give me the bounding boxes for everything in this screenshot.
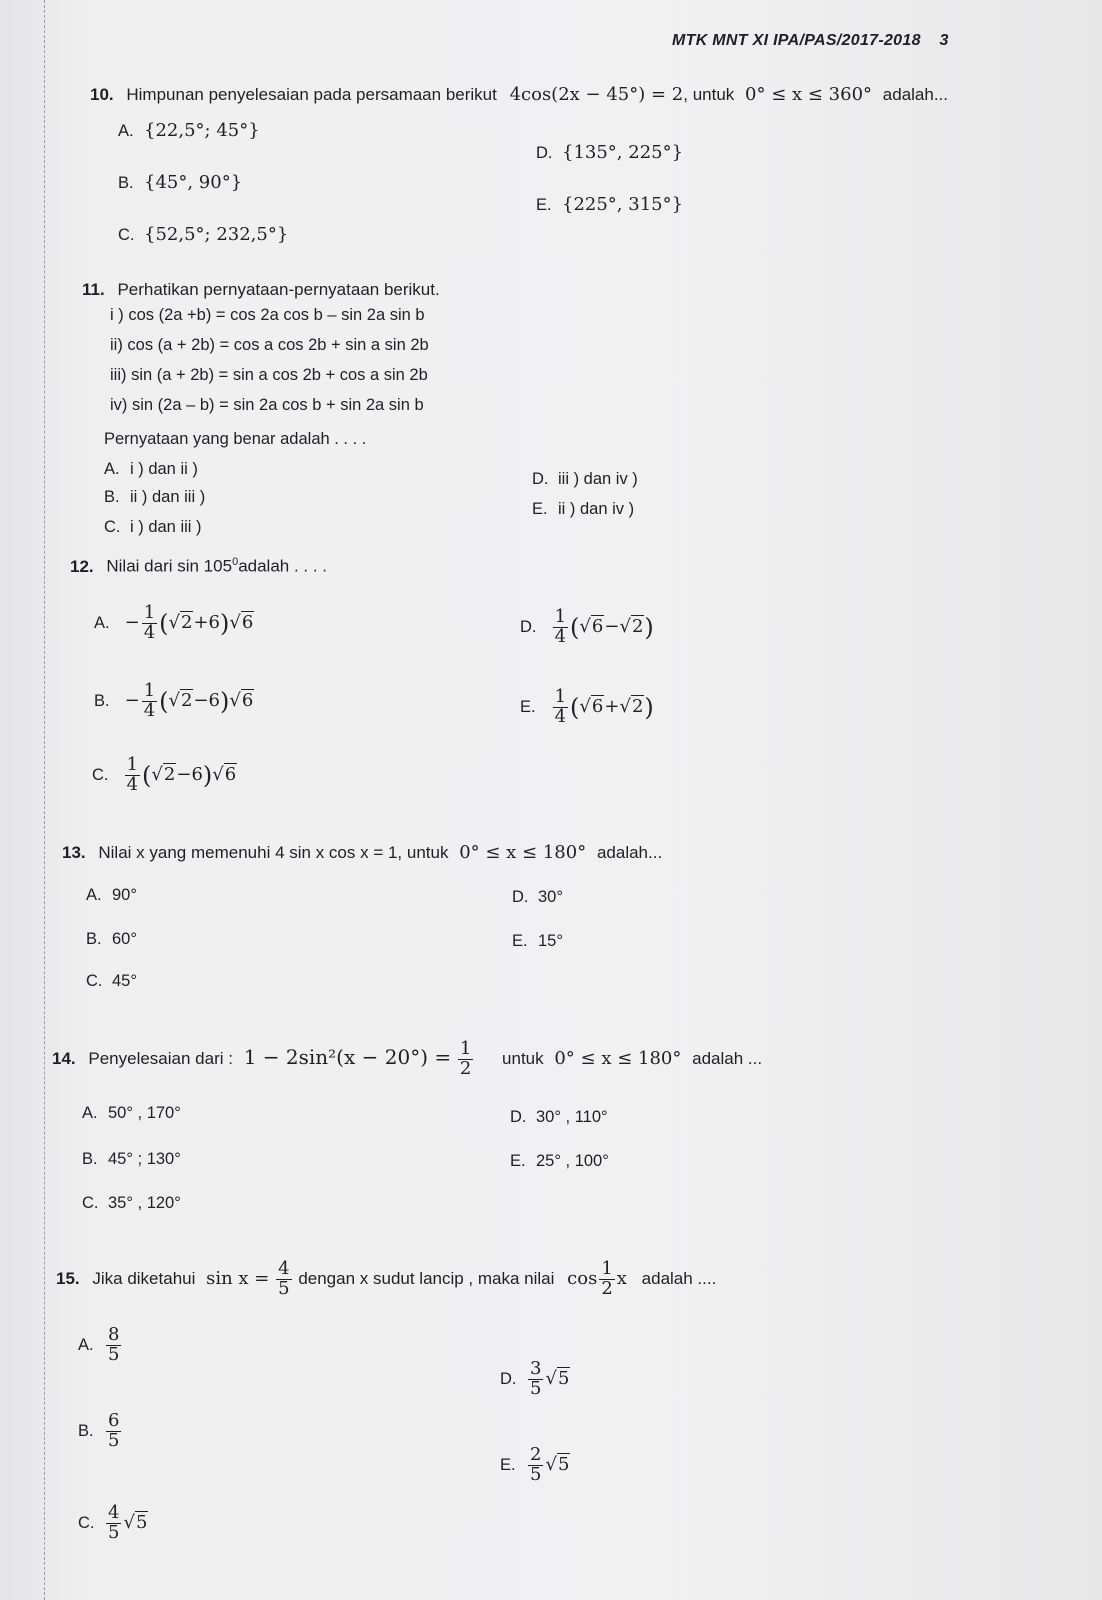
- equation: 1 − 2sin²(x − 20°) =: [243, 1044, 452, 1069]
- numerator: 8: [108, 1324, 120, 1345]
- open-paren: (: [142, 761, 152, 790]
- option-d[interactable]: [510, 1108, 608, 1127]
- option-a[interactable]: [94, 604, 254, 643]
- fraction: [528, 1360, 543, 1399]
- denominator: 5: [108, 1343, 120, 1365]
- header-title: MTK MNT XI IPA/PAS/2017-2018: [672, 32, 921, 49]
- condition: 0° ≤ x ≤ 360°: [745, 84, 873, 105]
- fraction: [528, 1446, 543, 1485]
- denominator: 4: [126, 773, 139, 795]
- radicand: 5: [557, 1367, 570, 1389]
- statement-2: ii) cos (a + 2b) = cos a cos 2b + sin a sin 2b: [110, 336, 429, 354]
- option-a[interactable]: [78, 1326, 123, 1365]
- denominator: 4: [554, 625, 567, 647]
- option-a[interactable]: [104, 460, 198, 479]
- numerator: 1: [143, 680, 156, 701]
- radicand: 2: [631, 615, 644, 637]
- option-d[interactable]: [532, 470, 638, 489]
- question-text: Nilai x yang memenuhi 4 sin x cos x = 1, untuk: [98, 843, 449, 862]
- option-value: ii ) dan iii ): [130, 488, 206, 506]
- option-label: A.: [78, 1335, 94, 1354]
- radicand: 6: [241, 689, 254, 711]
- option-value: {135°, 225°}: [562, 142, 684, 163]
- margin-line: [44, 0, 45, 1600]
- sqrt: √6: [579, 695, 604, 717]
- denominator: 5: [108, 1521, 120, 1543]
- sign: −: [124, 689, 140, 711]
- close-paren: ): [220, 687, 230, 716]
- numerator: 6: [108, 1410, 120, 1431]
- option-label: D.: [520, 617, 537, 636]
- question-prompt: Pernyataan yang benar adalah . . . .: [104, 430, 367, 448]
- radicand: 6: [591, 615, 604, 637]
- close-paren: ): [644, 693, 654, 722]
- denominator: 5: [278, 1277, 290, 1299]
- option-label: B.: [118, 174, 134, 192]
- sqrt: √5: [123, 1511, 148, 1533]
- radicand: 5: [557, 1453, 570, 1475]
- option-value: 50° , 170°: [108, 1104, 181, 1122]
- sqrt: √6: [229, 611, 254, 633]
- sqrt: √2: [619, 615, 644, 637]
- question-text: Jika diketahui: [92, 1268, 196, 1288]
- numerator: 1: [554, 606, 567, 627]
- radicand: 2: [181, 611, 193, 633]
- numerator: 2: [530, 1444, 542, 1465]
- numerator: 1: [143, 602, 156, 623]
- option-b[interactable]: [86, 930, 137, 949]
- numerator: 3: [530, 1358, 542, 1379]
- radicand: 2: [181, 689, 193, 711]
- sqrt: √2: [151, 763, 176, 785]
- close-paren: ): [644, 613, 654, 642]
- close-paren: ): [220, 609, 230, 638]
- option-label: D.: [536, 144, 553, 162]
- open-paren: (: [159, 687, 169, 716]
- cos-expression: cos: [567, 1267, 598, 1289]
- radicand: 2: [631, 695, 644, 717]
- numerator: 4: [278, 1258, 290, 1279]
- option-value: 45° ; 130°: [108, 1150, 181, 1168]
- fraction: [106, 1504, 121, 1543]
- option-c[interactable]: [78, 1504, 148, 1543]
- question-11: [82, 280, 440, 300]
- question-number: 13.: [62, 843, 86, 862]
- option-value: {45°, 90°}: [144, 172, 243, 193]
- option-a[interactable]: [82, 1104, 181, 1123]
- question-number: 15.: [56, 1268, 80, 1288]
- condition-prefix: , untuk: [683, 85, 735, 104]
- question-number: 14.: [52, 1048, 76, 1068]
- operator: −6: [193, 689, 220, 711]
- fraction: [599, 1260, 614, 1299]
- option-label: C.: [118, 226, 135, 244]
- option-a[interactable]: [118, 120, 260, 141]
- option-value: ii ) dan iv ): [558, 500, 635, 518]
- cos-variable: x: [616, 1267, 627, 1289]
- question-text: Penyelesaian dari :: [88, 1048, 233, 1068]
- fraction: [142, 604, 157, 643]
- option-d[interactable]: [500, 1360, 570, 1399]
- denominator: 4: [554, 705, 567, 727]
- denominator: 4: [143, 699, 156, 721]
- option-e[interactable]: [512, 932, 563, 951]
- page-header: [672, 32, 949, 50]
- option-label: C.: [78, 1513, 95, 1532]
- question-text-continued: dengan x sudut lancip , maka nilai: [298, 1268, 555, 1288]
- question-suffix: adalah...: [882, 85, 949, 104]
- fraction: [106, 1412, 121, 1451]
- condition: 0° ≤ x ≤ 180°: [554, 1047, 682, 1069]
- option-label: C.: [86, 972, 103, 990]
- degree-superscript: 0: [232, 556, 239, 568]
- option-e[interactable]: [510, 1152, 609, 1171]
- sqrt: √6: [579, 615, 604, 637]
- question-number: 11.: [82, 280, 105, 299]
- question-text: Perhatikan pernyataan-pernyataan berikut.: [117, 280, 440, 299]
- radicand: 6: [591, 695, 604, 717]
- option-label: A.: [86, 886, 102, 904]
- condition-prefix: untuk: [502, 1048, 544, 1068]
- fraction: [553, 608, 568, 647]
- question-suffix: adalah ....: [641, 1268, 717, 1288]
- option-value: iii ) dan iv ): [558, 470, 638, 488]
- option-a[interactable]: [86, 886, 137, 905]
- option-b[interactable]: [82, 1150, 181, 1169]
- option-d[interactable]: [536, 142, 683, 163]
- option-label: C.: [82, 1194, 99, 1212]
- statement-3: iii) sin (a + 2b) = sin a cos 2b + cos a sin 2b: [110, 366, 428, 384]
- option-label: A.: [118, 122, 134, 140]
- operator: +: [604, 695, 620, 717]
- option-c[interactable]: [118, 224, 288, 245]
- option-c[interactable]: [82, 1194, 181, 1213]
- statement-4: iv) sin (2a – b) = sin 2a cos b + sin 2a sin b: [110, 396, 424, 414]
- fraction: [142, 682, 157, 721]
- option-value: 15°: [538, 932, 563, 950]
- sqrt: √2: [168, 689, 193, 711]
- option-label: D.: [510, 1108, 527, 1126]
- option-label: A.: [82, 1104, 98, 1122]
- statement-1: i ) cos (2a +b) = cos 2a cos b – sin 2a sin b: [110, 306, 425, 324]
- option-label: B.: [86, 930, 102, 948]
- numerator: 1: [554, 686, 567, 707]
- open-paren: (: [159, 609, 169, 638]
- numerator: 1: [601, 1258, 613, 1279]
- option-label: C.: [104, 518, 121, 536]
- option-value: i ) dan ii ): [130, 460, 198, 478]
- option-b[interactable]: [78, 1412, 123, 1451]
- option-value: 30° , 110°: [536, 1108, 608, 1126]
- fraction: [276, 1260, 291, 1299]
- question-suffix: adalah ...: [692, 1048, 763, 1068]
- denominator: 2: [601, 1277, 613, 1299]
- question-14: [52, 1040, 762, 1079]
- option-value: {22,5°; 45°}: [144, 120, 260, 141]
- option-value: 90°: [112, 886, 137, 904]
- question-number: 12.: [70, 556, 94, 576]
- radicand: 2: [163, 763, 176, 785]
- sqrt: √6: [212, 763, 237, 785]
- page-number: 3: [939, 32, 949, 49]
- radicand: 6: [224, 763, 237, 785]
- numerator: 1: [126, 754, 139, 775]
- option-c[interactable]: [92, 756, 237, 795]
- denominator: 2: [459, 1057, 472, 1079]
- question-12: [70, 556, 327, 577]
- sqrt: √6: [229, 689, 254, 711]
- option-label: D.: [532, 470, 549, 488]
- option-label: A.: [94, 613, 110, 632]
- option-value: 45°: [112, 972, 137, 990]
- option-label: E.: [510, 1152, 526, 1170]
- option-value: {52,5°; 232,5°}: [144, 224, 289, 245]
- question-10: [90, 84, 948, 105]
- option-b[interactable]: [104, 488, 205, 507]
- option-value: {225°, 315°}: [562, 194, 684, 215]
- option-label: D.: [500, 1369, 517, 1388]
- condition: 0° ≤ x ≤ 180°: [459, 842, 587, 863]
- operator: −: [604, 615, 620, 637]
- question-suffix: adalah...: [596, 843, 663, 862]
- option-e[interactable]: [532, 500, 634, 519]
- sqrt: √5: [545, 1453, 570, 1475]
- option-label: B.: [78, 1421, 94, 1440]
- option-label: E.: [512, 932, 528, 950]
- fraction: [553, 688, 568, 727]
- option-d[interactable]: [512, 888, 563, 907]
- option-label: B.: [94, 691, 110, 710]
- operator: +6: [193, 611, 220, 633]
- sqrt: √5: [545, 1367, 570, 1389]
- denominator: 5: [108, 1429, 120, 1451]
- question-15: [56, 1260, 716, 1299]
- option-label: C.: [92, 765, 109, 784]
- open-paren: (: [570, 693, 580, 722]
- option-value: 25° , 100°: [536, 1152, 609, 1170]
- sqrt: √2: [168, 611, 193, 633]
- fraction: [458, 1040, 473, 1079]
- option-b[interactable]: [94, 682, 254, 721]
- option-label: B.: [104, 488, 120, 506]
- option-label: E.: [536, 196, 552, 214]
- numerator: 4: [108, 1502, 120, 1523]
- numerator: 1: [459, 1038, 472, 1059]
- option-value: 60°: [112, 930, 137, 948]
- option-e[interactable]: [536, 194, 683, 215]
- option-value: i ) dan iii ): [130, 518, 202, 536]
- option-c[interactable]: [104, 518, 202, 537]
- question-number: 10.: [90, 85, 114, 104]
- option-label: A.: [104, 460, 120, 478]
- question-text: Himpunan penyelesaian pada persamaan berikut: [126, 85, 497, 104]
- denominator: 5: [530, 1377, 542, 1399]
- sqrt: √2: [619, 695, 644, 717]
- question-suffix: adalah . . . .: [238, 556, 328, 576]
- option-d[interactable]: [520, 608, 654, 647]
- option-e[interactable]: [520, 688, 654, 727]
- option-value: 30°: [538, 888, 563, 906]
- open-paren: (: [570, 613, 580, 642]
- option-c[interactable]: [86, 972, 137, 991]
- denominator: 5: [530, 1463, 542, 1485]
- option-label: B.: [82, 1150, 98, 1168]
- option-b[interactable]: [118, 172, 242, 193]
- option-label: E.: [500, 1455, 516, 1474]
- sign: −: [124, 611, 140, 633]
- question-13: [62, 842, 662, 863]
- fraction: [106, 1326, 121, 1365]
- sin-expression: sin x =: [206, 1267, 270, 1289]
- fraction: [125, 756, 140, 795]
- option-e[interactable]: [500, 1446, 570, 1485]
- option-label: E.: [532, 500, 548, 518]
- equation: 4cos(2x − 45°) = 2: [509, 84, 684, 105]
- denominator: 4: [143, 621, 156, 643]
- option-label: E.: [520, 697, 536, 716]
- option-label: D.: [512, 888, 529, 906]
- question-text: Nilai dari sin 105: [106, 556, 233, 576]
- option-value: 35° , 120°: [108, 1194, 181, 1212]
- close-paren: ): [202, 761, 213, 790]
- operator: −6: [176, 763, 203, 785]
- radicand: 5: [135, 1511, 148, 1533]
- radicand: 6: [241, 611, 254, 633]
